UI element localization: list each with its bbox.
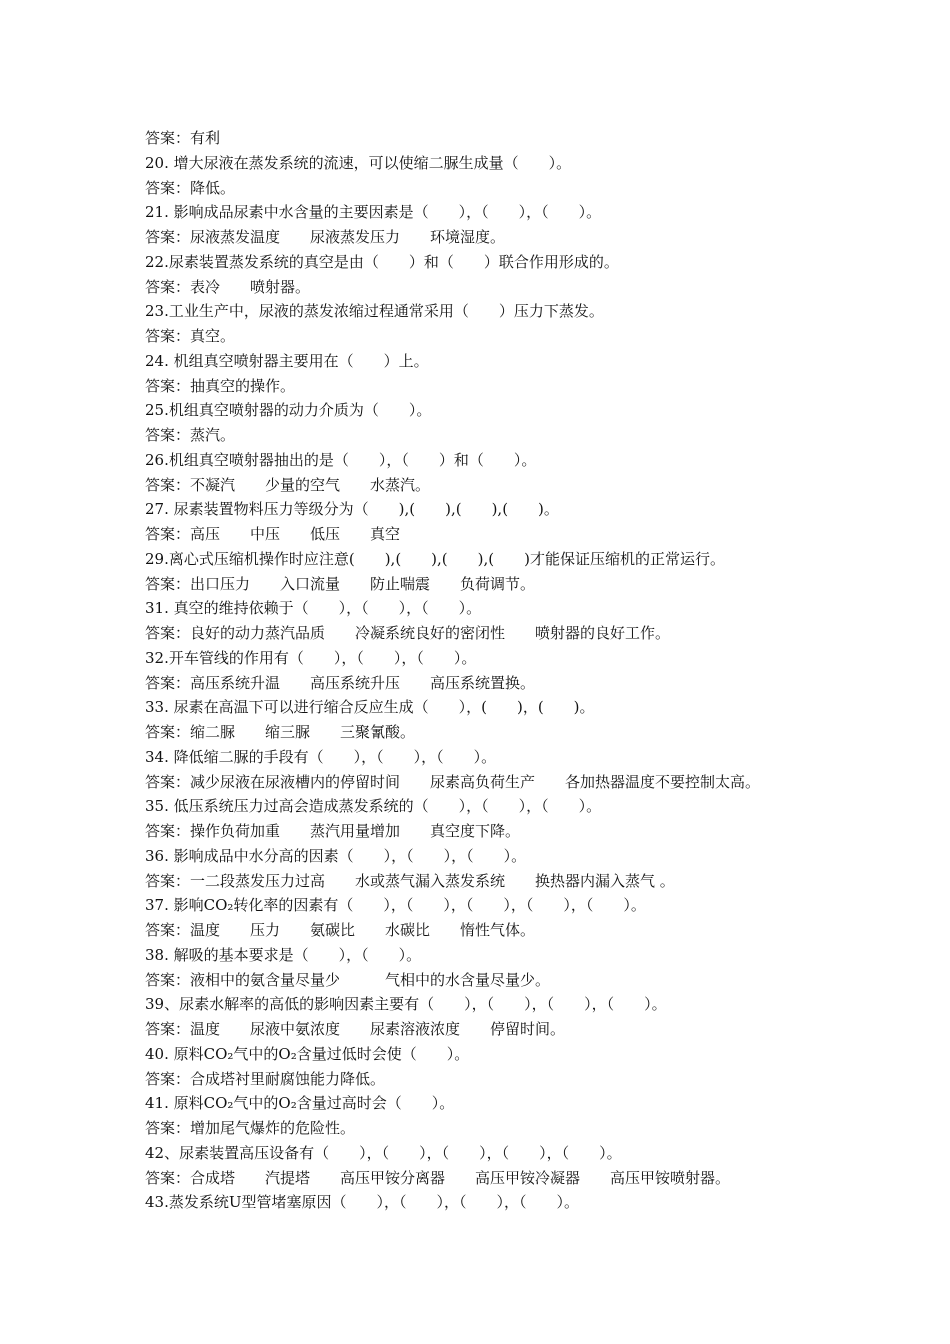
question-line: 21. 影响成品尿素中水含量的主要因素是（ ），（ ），（ ）。 [145, 203, 602, 222]
answer-line: 答案：合成塔 汽提塔 高压甲铵分离器 高压甲铵冷凝器 高压甲铵喷射器。 [145, 1168, 731, 1187]
answer-line: 答案：合成塔衬里耐腐蚀能力降低。 [145, 1069, 386, 1088]
question-line: 22.尿素装置蒸发系统的真空是由（ ）和（ ）联合作用形成的。 [145, 252, 619, 271]
answer-line: 答案：抽真空的操作。 [145, 376, 296, 395]
answer-line: 答案：真空。 [145, 327, 236, 345]
document-body [145, 126, 905, 1215]
answer-line: 答案：降低。 [145, 178, 236, 197]
question-line: 36. 影响成品中水分高的因素（ ），（ ），（ ）。 [145, 846, 527, 865]
question-line: 43.蒸发系统U型管堵塞原因（ ），（ ），（ ），（ ）。 [145, 1193, 579, 1212]
answer-line: 答案：表冷 喷射器。 [145, 277, 311, 296]
question-line: 33. 尿素在高温下可以进行缩合反应生成（ ），( )，( )。 [145, 698, 595, 717]
question-line: 23.工业生产中，尿液的蒸发浓缩过程通常采用（ ）压力下蒸发。 [145, 302, 604, 321]
answer-line: 答案：操作负荷加重 蒸汽用量增加 真空度下降。 [145, 822, 521, 840]
answer-line: 答案：减少尿液在尿液槽内的停留时间 尿素高负荷生产 各加热器温度不要控制太高。 [145, 772, 761, 791]
answer-line: 答案：蒸汽。 [145, 426, 236, 444]
question-line: 27. 尿素装置物料压力等级分为（ ),( ),( ),( )。 [145, 500, 559, 519]
question-line: 34. 降低缩二脲的手段有（ ），（ ），（ ）。 [145, 747, 497, 766]
answer-line: 答案：温度 尿液中氨浓度 尿素溶液浓度 停留时间。 [145, 1020, 566, 1038]
answer-line: 答案：一二段蒸发压力过高 水或蒸气漏入蒸发系统 换热器内漏入蒸气 。 [145, 871, 675, 890]
question-line: 41. 原料CO₂气中的O₂含量过高时会（ ）。 [145, 1094, 455, 1113]
text-line: 答案：有利 [145, 129, 221, 147]
question-line: 40. 原料CO₂气中的O₂含量过低时会使（ ）。 [145, 1044, 470, 1063]
answer-line: 答案：尿液蒸发温度 尿液蒸发压力 环境湿度。 [145, 228, 506, 246]
question-line: 24. 机组真空喷射器主要用在（ ）上。 [145, 351, 429, 370]
answer-line: 答案：高压 中压 低压 真空 [145, 525, 401, 543]
answer-line: 答案：增加尾气爆炸的危险性。 [145, 1119, 356, 1137]
question-line: 25.机组真空喷射器的动力介质为（ ）。 [145, 401, 432, 420]
answer-line: 答案：不凝汽 少量的空气 水蒸汽。 [145, 475, 431, 494]
question-line: 32.开车管线的作用有（ ），（ ），（ ）。 [145, 648, 477, 667]
question-line: 20. 增大尿液在蒸发系统的流速，可以使缩二脲生成量（ ）。 [145, 153, 572, 172]
question-line: 29.离心式压缩机操作时应注意( ),( ),( ),( )才能保证压缩机的正常运行。 [145, 549, 725, 568]
answer-line: 答案：缩二脲 缩三脲 三聚氰酸。 [145, 723, 416, 741]
question-line: 37. 影响CO₂转化率的因素有（ ），（ ），（ ），（ ），（ ）。 [145, 896, 646, 915]
answer-line: 答案：高压系统升温 高压系统升压 高压系统置换。 [145, 673, 536, 692]
question-line: 39、尿素水解率的高低的影响因素主要有（ ），（ ），（ ），（ ）。 [145, 995, 667, 1014]
question-line: 38. 解吸的基本要求是（ ），（ ）。 [145, 945, 422, 964]
question-line: 31. 真空的维持依赖于（ ），（ ），（ ）。 [145, 599, 482, 618]
question-line: 42、尿素装置高压设备有（ ），（ ），（ ），（ ），（ ）。 [145, 1143, 622, 1162]
answer-line: 答案：良好的动力蒸汽品质 冷凝系统良好的密闭性 喷射器的良好工作。 [145, 624, 671, 642]
answer-line: 答案：出口压力 入口流量 防止喘震 负荷调节。 [145, 574, 536, 593]
question-line: 26.机组真空喷射器抽出的是（ ），（ ）和（ ）。 [145, 450, 537, 469]
answer-line: 答案：温度 压力 氨碳比 水碳比 惰性气体。 [145, 921, 536, 939]
answer-line: 答案：液相中的氨含量尽量少 气相中的水含量尽量少。 [145, 970, 551, 989]
question-line: 35. 低压系统压力过高会造成蒸发系统的（ ），（ ），（ ）。 [145, 797, 602, 816]
